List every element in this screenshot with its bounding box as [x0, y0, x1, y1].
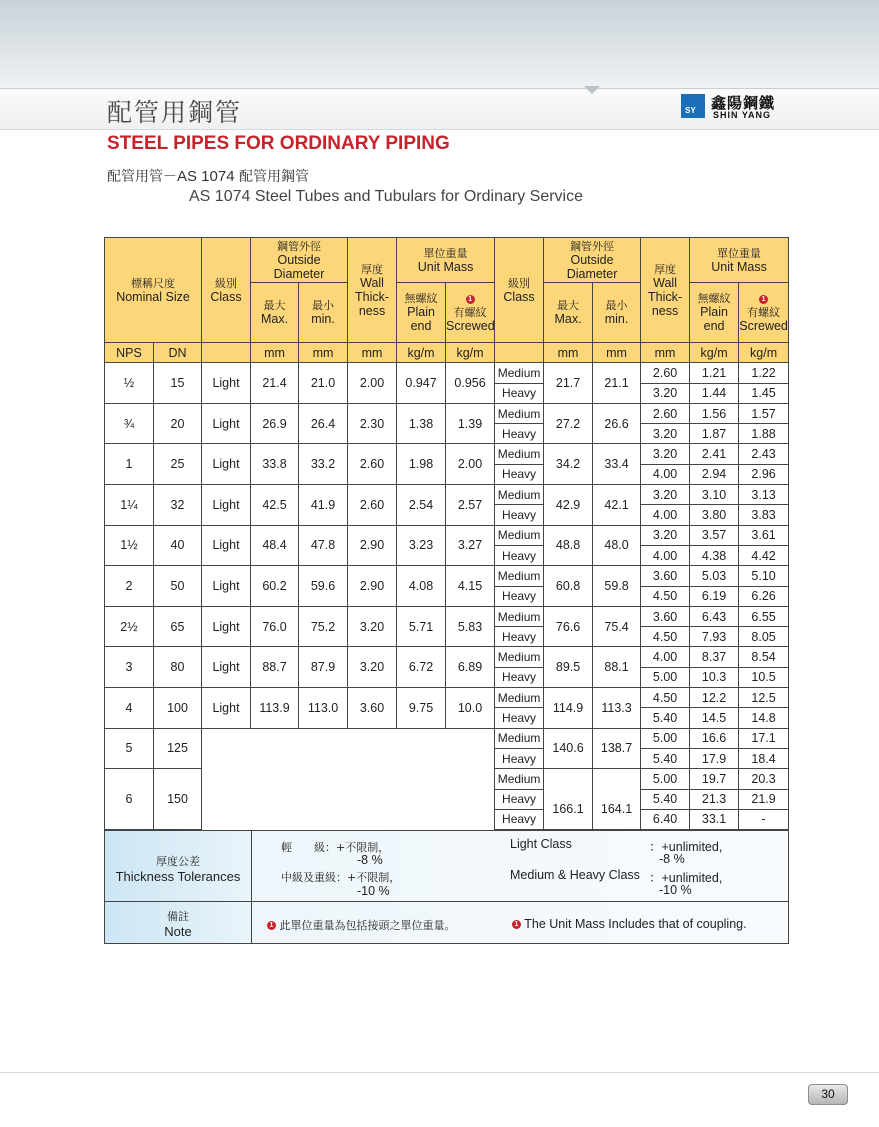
subtitle-en: AS 1074 Steel Tubes and Tubulars for Ordinary Service	[189, 188, 583, 205]
cell-nps: 1½	[105, 525, 154, 566]
cell-mh-od-min: 88.1	[593, 647, 641, 688]
cell-light-wall: 3.60	[348, 688, 397, 729]
cell-light-od-min: 59.6	[299, 566, 348, 607]
cell-blank-light	[202, 728, 495, 829]
header-screwed-2: 1 有螺紋 Screwed	[739, 283, 789, 343]
page-title-zh: 配管用鋼管	[107, 98, 243, 127]
cell-nps: 6	[105, 769, 154, 830]
cell-mh-class: Medium	[495, 485, 544, 505]
cell-light-class: Light	[202, 525, 251, 566]
header-max: 最大 Max.	[251, 283, 299, 343]
cell-mh-mass-plain: 14.5	[690, 708, 739, 728]
unit-mm: mm	[544, 343, 593, 363]
cell-mh-od-max: 21.7	[544, 363, 593, 404]
cell-mh-mass-screwed: 1.22	[739, 363, 789, 383]
unit-kgm: kg/m	[397, 343, 446, 363]
cell-mh-mass-plain: 21.3	[690, 789, 739, 809]
cell-mh-mass-screwed: 12.5	[739, 688, 789, 708]
cell-mh-mass-screwed: 6.26	[739, 586, 789, 606]
cell-mh-wall: 5.40	[641, 789, 690, 809]
cell-mh-mass-screwed: 18.4	[739, 748, 789, 768]
cell-mh-mass-plain: 3.80	[690, 505, 739, 525]
header-class: 級別 Class	[202, 238, 251, 343]
cell-mh-class: Medium	[495, 525, 544, 545]
cell-mh-od-min: 21.1	[593, 363, 641, 404]
cell-light-class: Light	[202, 403, 251, 444]
cell-nps: 1¼	[105, 485, 154, 526]
note-zh: 1 此單位重量為包括接頭之單位重量。	[267, 917, 455, 933]
cell-light-mass-screwed: 2.57	[446, 485, 495, 526]
cell-light-od-min: 47.8	[299, 525, 348, 566]
cell-mh-wall: 4.00	[641, 545, 690, 565]
table-row	[105, 485, 789, 505]
cell-mh-mass-plain: 1.21	[690, 363, 739, 383]
header-wall-thickness: 厚度 Wall Thick-ness	[348, 238, 397, 343]
cell-light-mass-plain: 1.98	[397, 444, 446, 485]
tol-zh-mh: 中級及重級：+不限制，	[281, 871, 401, 884]
cell-mh-class: Heavy	[495, 424, 544, 444]
cell-mh-class: Heavy	[495, 708, 544, 728]
logo-text-en: SHIN YANG	[713, 110, 772, 120]
cell-mh-mass-plain: 3.57	[690, 525, 739, 545]
cell-mh-mass-plain: 6.43	[690, 606, 739, 626]
cell-mh-wall: 4.50	[641, 627, 690, 647]
cell-mh-wall: 5.00	[641, 769, 690, 789]
cell-nps: 4	[105, 688, 154, 729]
cell-light-mass-plain: 6.72	[397, 647, 446, 688]
header-screwed: 1 有螺紋 Screwed	[446, 283, 495, 343]
cell-mh-wall: 2.60	[641, 363, 690, 383]
cell-light-wall: 2.60	[348, 485, 397, 526]
cell-light-od-max: 26.9	[251, 403, 299, 444]
cell-light-od-min: 21.0	[299, 363, 348, 404]
cell-mh-mass-plain: 6.19	[690, 586, 739, 606]
cell-nps: 1	[105, 444, 154, 485]
cell-light-od-max: 76.0	[251, 606, 299, 647]
cell-mh-mass-screwed: 17.1	[739, 728, 789, 748]
cell-light-mass-plain: 5.71	[397, 606, 446, 647]
cell-light-class: Light	[202, 688, 251, 729]
unit-kgm: kg/m	[739, 343, 789, 363]
cell-mh-wall: 3.60	[641, 566, 690, 586]
cell-nps: 5	[105, 728, 154, 769]
cell-mh-wall: 5.00	[641, 667, 690, 687]
tolerance-section	[104, 830, 789, 944]
cell-light-mass-plain: 3.23	[397, 525, 446, 566]
cell-mh-od-min: 164.1	[593, 789, 641, 830]
cell-mh-class: Heavy	[495, 383, 544, 403]
cell-dn: 150	[154, 769, 202, 830]
cell-mh-od-max: 42.9	[544, 485, 593, 526]
page-number: 30	[808, 1084, 848, 1105]
cell-light-od-max: 21.4	[251, 363, 299, 404]
cell-mh-od-min: 42.1	[593, 485, 641, 526]
cell-mh-mass-screwed: 3.83	[739, 505, 789, 525]
cell-mh-od-max: 140.6	[544, 728, 593, 769]
cell-light-od-min: 87.9	[299, 647, 348, 688]
company-logo	[681, 92, 791, 122]
cell-mh-od-min: 26.6	[593, 403, 641, 444]
cell-nps: 2½	[105, 606, 154, 647]
unit-nps: NPS	[105, 343, 154, 363]
cell-mh-mass-screwed: 1.88	[739, 424, 789, 444]
cell-mh-wall: 4.00	[641, 505, 690, 525]
cell-mh-mass-plain: 1.87	[690, 424, 739, 444]
table-row	[105, 403, 789, 423]
cell-mh-mass-screwed: 8.05	[739, 627, 789, 647]
cell-light-mass-screwed: 0.956	[446, 363, 495, 404]
cell-mh-mass-plain: 4.38	[690, 545, 739, 565]
cell-mh-mass-plain: 3.10	[690, 485, 739, 505]
tol-en-mh-neg: -10 %	[659, 883, 692, 897]
cell-light-mass-screwed: 4.15	[446, 566, 495, 607]
cell-mh-mass-plain: 12.2	[690, 688, 739, 708]
cell-dn: 50	[154, 566, 202, 607]
cell-mh-od-max: 89.5	[544, 647, 593, 688]
cell-mh-class: Medium	[495, 647, 544, 667]
cell-light-wall: 2.30	[348, 403, 397, 444]
cell-light-mass-plain: 1.38	[397, 403, 446, 444]
cell-dn: 32	[154, 485, 202, 526]
cell-mh-class: Medium	[495, 403, 544, 423]
cell-mh-wall: 3.20	[641, 525, 690, 545]
cell-mh-od-min: 33.4	[593, 444, 641, 485]
logo-text-zh: 鑫陽鋼鐵	[711, 94, 776, 112]
cell-mh-class: Medium	[495, 566, 544, 586]
unit-blank	[202, 343, 251, 363]
cell-mh-class: Heavy	[495, 586, 544, 606]
cell-light-od-max: 60.2	[251, 566, 299, 607]
cell-mh-wall: 5.40	[641, 748, 690, 768]
cell-dn: 80	[154, 647, 202, 688]
cell-light-od-max: 48.4	[251, 525, 299, 566]
cell-mh-class: Heavy	[495, 464, 544, 484]
cell-light-wall: 3.20	[348, 606, 397, 647]
cell-mh-od-min-blank	[593, 769, 641, 789]
note-en: 1 The Unit Mass Includes that of coupling.	[512, 917, 747, 931]
cell-mh-od-min: 48.0	[593, 525, 641, 566]
cell-light-wall: 2.90	[348, 525, 397, 566]
cell-light-wall: 2.60	[348, 444, 397, 485]
table-row	[105, 688, 789, 708]
unit-mm: mm	[641, 343, 690, 363]
unit-mm: mm	[299, 343, 348, 363]
cell-dn: 40	[154, 525, 202, 566]
cell-mh-od-min: 75.4	[593, 606, 641, 647]
cell-mh-class: Heavy	[495, 667, 544, 687]
tolerance-label: 厚度公差 Thickness Tolerances	[115, 855, 241, 884]
cell-light-mass-screwed: 2.00	[446, 444, 495, 485]
tol-en-light: Light Class	[510, 837, 572, 851]
header-min: 最小 min.	[299, 283, 348, 343]
title-notch	[584, 86, 600, 94]
cell-dn: 15	[154, 363, 202, 404]
cell-mh-wall: 2.60	[641, 403, 690, 423]
cell-mh-mass-plain: 8.37	[690, 647, 739, 667]
cell-light-mass-plain: 9.75	[397, 688, 446, 729]
header-class-2: 級別 Class	[495, 238, 544, 343]
cell-light-mass-screwed: 10.0	[446, 688, 495, 729]
cell-mh-mass-screwed: 5.10	[739, 566, 789, 586]
cell-light-od-max: 113.9	[251, 688, 299, 729]
cell-light-od-min: 113.0	[299, 688, 348, 729]
cell-light-mass-screwed: 1.39	[446, 403, 495, 444]
cell-mh-mass-screwed: 10.5	[739, 667, 789, 687]
tol-zh-light: 輕 級：+不限制，	[281, 841, 390, 854]
cell-mh-mass-plain: 1.44	[690, 383, 739, 403]
cell-mh-wall: 5.00	[641, 728, 690, 748]
cell-mh-mass-screwed: 3.13	[739, 485, 789, 505]
cell-mh-mass-screwed: 20.3	[739, 769, 789, 789]
tol-en-light-val: ：+unlimited,	[649, 840, 723, 854]
header-outside-diameter: 鋼管外徑 Outside Diameter	[251, 238, 348, 283]
cell-mh-od-max: 34.2	[544, 444, 593, 485]
header-nominal-size: 標稱尺度 Nominal Size	[105, 238, 202, 343]
header-plain-end-2: 無螺紋 Plain end	[690, 283, 739, 343]
unit-mm: mm	[348, 343, 397, 363]
cell-dn: 25	[154, 444, 202, 485]
cell-light-wall: 2.90	[348, 566, 397, 607]
cell-mh-mass-plain: 19.7	[690, 769, 739, 789]
cell-light-mass-screwed: 5.83	[446, 606, 495, 647]
cell-mh-wall: 3.20	[641, 424, 690, 444]
cell-mh-class: Medium	[495, 363, 544, 383]
cell-mh-od-min: 138.7	[593, 728, 641, 769]
cell-mh-mass-screwed: 8.54	[739, 647, 789, 667]
cell-mh-class: Medium	[495, 769, 544, 789]
cell-light-class: Light	[202, 485, 251, 526]
cell-mh-mass-plain: 7.93	[690, 627, 739, 647]
tol-en-mh-val: ：+unlimited,	[649, 871, 723, 885]
cell-mh-od-max: 76.6	[544, 606, 593, 647]
cell-mh-mass-screwed: -	[739, 809, 789, 829]
cell-light-class: Light	[202, 363, 251, 404]
unit-dn: DN	[154, 343, 202, 363]
table-row	[105, 444, 789, 464]
header-band	[0, 0, 879, 92]
cell-mh-class: Heavy	[495, 809, 544, 829]
cell-mh-od-max: 60.8	[544, 566, 593, 607]
cell-mh-wall: 4.50	[641, 688, 690, 708]
cell-mh-mass-screwed: 14.8	[739, 708, 789, 728]
cell-mh-class: Heavy	[495, 748, 544, 768]
header-outside-diameter-2: 鋼管外徑 Outside Diameter	[544, 238, 641, 283]
header-unit-mass-2: 單位重量 Unit Mass	[690, 238, 789, 283]
cell-mh-mass-screwed: 21.9	[739, 789, 789, 809]
page-title-en: STEEL PIPES FOR ORDINARY PIPING	[107, 133, 450, 154]
subtitle-zh: 配管用管－AS 1074 配管用鋼管	[107, 168, 309, 185]
cell-light-od-min: 26.4	[299, 403, 348, 444]
cell-mh-mass-screwed: 1.45	[739, 383, 789, 403]
tol-en-light-neg: -8 %	[659, 852, 685, 866]
tol-zh-mh-neg: -10 %	[357, 884, 390, 898]
cell-mh-od-max-blank	[544, 769, 593, 789]
cell-mh-mass-plain: 17.9	[690, 748, 739, 768]
cell-mh-class: Medium	[495, 444, 544, 464]
cell-light-mass-screwed: 6.89	[446, 647, 495, 688]
logo-mark-icon: SY	[681, 94, 705, 118]
cell-mh-wall: 4.50	[641, 586, 690, 606]
cell-light-mass-plain: 0.947	[397, 363, 446, 404]
cell-nps: ¾	[105, 403, 154, 444]
table-row	[105, 525, 789, 545]
cell-mh-od-max: 27.2	[544, 403, 593, 444]
cell-mh-wall: 4.00	[641, 464, 690, 484]
cell-light-mass-screwed: 3.27	[446, 525, 495, 566]
cell-light-class: Light	[202, 647, 251, 688]
cell-mh-mass-screwed: 3.61	[739, 525, 789, 545]
header-wall-thickness-2: 厚度 Wall Thick-ness	[641, 238, 690, 343]
tol-en-mh: Medium & Heavy Class	[510, 868, 640, 882]
cell-mh-wall: 6.40	[641, 809, 690, 829]
cell-light-wall: 3.20	[348, 647, 397, 688]
note-label: 備註 Note	[164, 910, 192, 939]
cell-mh-wall: 3.20	[641, 485, 690, 505]
cell-nps: ½	[105, 363, 154, 404]
cell-mh-od-min: 59.8	[593, 566, 641, 607]
cell-mh-mass-screwed: 6.55	[739, 606, 789, 626]
cell-mh-mass-plain: 2.41	[690, 444, 739, 464]
unit-blank	[495, 343, 544, 363]
cell-mh-wall: 4.00	[641, 647, 690, 667]
unit-mm: mm	[593, 343, 641, 363]
cell-mh-mass-screwed: 2.43	[739, 444, 789, 464]
cell-mh-class: Medium	[495, 728, 544, 748]
cell-mh-class: Heavy	[495, 505, 544, 525]
cell-mh-mass-plain: 16.6	[690, 728, 739, 748]
cell-nps: 3	[105, 647, 154, 688]
cell-mh-mass-plain: 2.94	[690, 464, 739, 484]
cell-mh-od-max: 114.9	[544, 688, 593, 729]
cell-mh-class: Heavy	[495, 789, 544, 809]
cell-light-od-min: 75.2	[299, 606, 348, 647]
cell-mh-od-max: 166.1	[544, 789, 593, 830]
header-plain-end: 無螺紋 Plain end	[397, 283, 446, 343]
cell-light-class: Light	[202, 606, 251, 647]
header-max-2: 最大 Max.	[544, 283, 593, 343]
cell-light-wall: 2.00	[348, 363, 397, 404]
cell-mh-mass-screwed: 4.42	[739, 545, 789, 565]
unit-kgm: kg/m	[446, 343, 495, 363]
header-unit-mass: 單位重量 Unit Mass	[397, 238, 495, 283]
cell-mh-mass-plain: 1.56	[690, 403, 739, 423]
cell-dn: 125	[154, 728, 202, 769]
cell-light-od-min: 33.2	[299, 444, 348, 485]
table-row	[105, 566, 789, 586]
cell-light-od-min: 41.9	[299, 485, 348, 526]
table-row	[105, 606, 789, 626]
cell-mh-mass-screwed: 1.57	[739, 403, 789, 423]
cell-light-class: Light	[202, 444, 251, 485]
cell-mh-wall: 5.40	[641, 708, 690, 728]
cell-dn: 20	[154, 403, 202, 444]
cell-mh-class: Medium	[495, 688, 544, 708]
cell-dn: 100	[154, 688, 202, 729]
cell-dn: 65	[154, 606, 202, 647]
table-row	[105, 363, 789, 383]
table-row	[105, 728, 789, 748]
unit-mm: mm	[251, 343, 299, 363]
cell-mh-class: Heavy	[495, 627, 544, 647]
cell-light-class: Light	[202, 566, 251, 607]
cell-mh-class: Medium	[495, 606, 544, 626]
cell-mh-mass-plain: 33.1	[690, 809, 739, 829]
footer-line	[0, 1072, 879, 1073]
tolerance-divider	[105, 901, 788, 902]
cell-light-mass-plain: 4.08	[397, 566, 446, 607]
cell-mh-wall: 3.20	[641, 444, 690, 464]
cell-mh-class: Heavy	[495, 545, 544, 565]
cell-nps: 2	[105, 566, 154, 607]
cell-mh-od-max: 48.8	[544, 525, 593, 566]
unit-kgm: kg/m	[690, 343, 739, 363]
cell-mh-od-min: 113.3	[593, 688, 641, 729]
cell-mh-wall: 3.60	[641, 606, 690, 626]
table-row	[105, 647, 789, 667]
cell-light-mass-plain: 2.54	[397, 485, 446, 526]
cell-mh-mass-plain: 10.3	[690, 667, 739, 687]
cell-light-od-max: 33.8	[251, 444, 299, 485]
spec-table	[104, 237, 789, 830]
cell-light-od-max: 42.5	[251, 485, 299, 526]
header-min-2: 最小 min.	[593, 283, 641, 343]
cell-light-od-max: 88.7	[251, 647, 299, 688]
cell-mh-wall: 3.20	[641, 383, 690, 403]
cell-mh-mass-plain: 5.03	[690, 566, 739, 586]
tol-zh-light-neg: -8 %	[357, 853, 383, 867]
cell-mh-mass-screwed: 2.96	[739, 464, 789, 484]
